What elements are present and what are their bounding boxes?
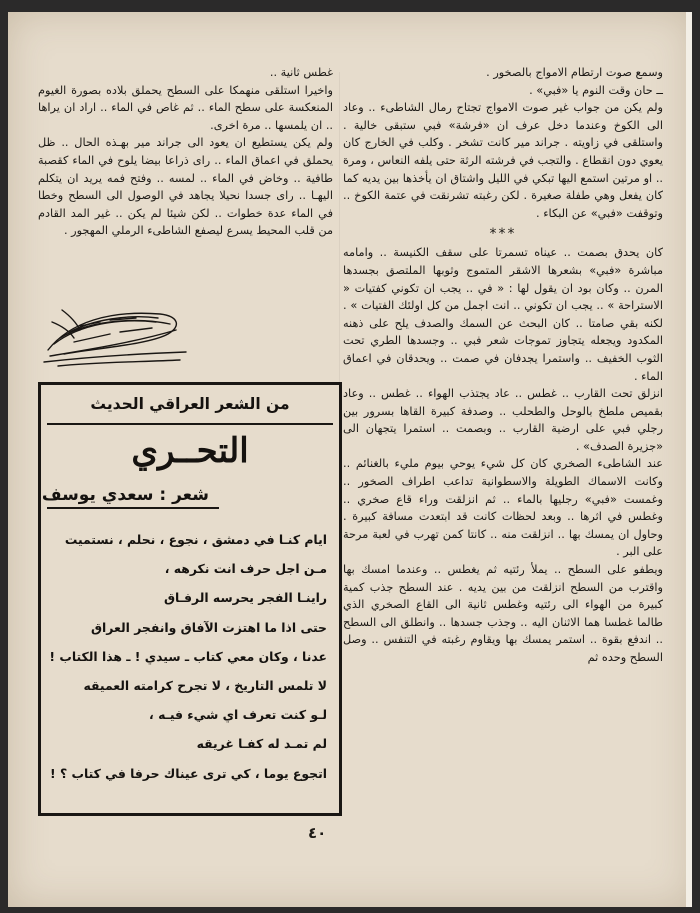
paragraph: واخيرا استلقى منهمكا على السطح يحملق بلاده بصورة الغيوم المنعكسة على سطح الماء .. ثم غاص في الماء .. اراد ان يراها .. ان يلمسها .. مرة اخرى. — [38, 83, 333, 132]
section-separator: *** — [489, 226, 517, 243]
story-left-column — [38, 64, 333, 240]
poem-box — [38, 382, 342, 816]
poem-author-rule — [47, 507, 219, 509]
paragraph: ولم يكن يستطيع ان يعود الى جراند مير بهـذه الحال .. ظل يحملق في اعماق الماء .. راى ذراعا بيضا يلوح في الماء كقصبة طافية .. وخاض في الماء .. لمسه .. وفتح فمه يريد ان يتكلم اليهـا .. راى جسدا نحيلا يجاهد في الوصول الى السطح وخطا في الماء عدة خطوات .. لكن شيئا لم يكن .. غير المد القادم من قلب المحيط يسرع ليصفع الشاطىء الرملي المهجور . — [38, 136, 333, 238]
poem-verse: لـو كنت تعرف اي شيء فيـه ، — [149, 707, 327, 723]
paragraph: انزلق تحت القارب .. غطس .. عاد يجتذب الهواء .. غطس .. وعاد بقميص ملطخ بالوحل والطحلب .. وصدفة كبيرة القاها بسرور بين رجلي فبي على ارضية القارب .. وبصمت .. استمرا يتجهان الى «جزيرة الصدف» . — [343, 387, 663, 453]
paragraph: وسمع صوت ارتطام الامواج بالصخور . — [486, 66, 663, 79]
poem-verse: حتى اذا ما اهتزت الآفاق وانفجر العراق — [90, 619, 327, 635]
paragraph: ولم يكن من جواب غير صوت الامواج تجتاح رمال الشاطىء .. وعاد الى الكوخ وعندما دخل عرف ان «فرشة» فبي ستبقى خالية . واستلقى في زاويته . جراند مير كانت تشخر . وكلب في الخارج كان يعوي دون انقطاع . والتجب في فرشته الرثة حتى يلفه النعاس ، ومرة .. او مرتين استمع اليها تبكي في الليل واشتاق ان يأخذها بين يديه كما كان يفعل وهي طفلة صغيرة . لكن رغبته تشرنقت في عتمة الكوخ .. وتوقفت «فبي» عن البكاء . — [343, 101, 663, 220]
poem-author: شعر : سعدي يوسف — [41, 485, 209, 505]
magazine-page — [8, 12, 692, 907]
poem-verse: راينـا الفجر يحرسه الرفـاق — [163, 590, 327, 606]
paragraph: غطس ثانية .. — [269, 66, 333, 79]
paragraph: ــ حان وقت النوم يا «فبي» . — [529, 83, 663, 97]
poem-series-title: من الشعر العراقي الحديث — [90, 395, 290, 413]
paragraph: ويطفو على السطح .. يملأ رئتيه ثم يغطس .. وعندما امسك بها واقترب من السطح انزلقت من بين يديه . عند السطح جذب كمية كبيرة من الهواء الى رئتيه وغطس ثانية الى القاع الصخري الذي طالما غطسا هما الاثنان اليه .. وجذب جسدها .. وانطلق الى السطح .. اندفع بقوة .. استمر يمسك بها ويقاوم رغبته في التنفس .. وصل السطح وحده ثم — [343, 563, 663, 664]
ink-sketch-illustration — [40, 292, 190, 372]
poem-rule — [47, 423, 333, 425]
poem-verse: لا تلمس التاريخ ، لا تجرح كرامته العميقه — [83, 678, 327, 694]
poem-title: التحــري — [131, 431, 249, 471]
page-number: ٤٠ — [308, 824, 327, 842]
poem-verse: ايام كنـا في دمشق ، نجوع ، نحلم ، نستميت — [64, 532, 327, 547]
poem-verse: مـن اجل حرف انت نكرهه ، — [164, 561, 327, 577]
paragraph: كان يحدق بصمت .. عيناه تسمرتا على سقف الكنيسة .. وامامه مباشرة «فبي» بشعرها الاشقر المتموج وثوبها الملتصق بجسدها المرن .. وكان بود ان يقول لها : « في .. يجب ان تكوني كفتيات « الاستراحة » .. يجب ان تكوني .. انت اجمل من كل اولئك الفتيات » . لكنه بقي صامتا .. كان البحث عن السمك والصدف يلح على ذهنه المكدود ويجعله يتجاوز تموجات شعر فبي .. وجسدها الطري تحت الثوب الخفيف .. واستمرا يجدفان في صمت .. ويحدقان في اعماق الماء . — [343, 246, 663, 383]
story-right-column — [343, 64, 663, 667]
poem-verse: لم تمـد له كفـا غريقه — [196, 736, 327, 752]
poem-verse: عدنا ، وكان معي كتاب ـ سيدي ! ـ هذا الكتاب ! — [49, 648, 327, 664]
poem-verses — [49, 525, 327, 788]
poem-verse: اتجوع يوما ، كي ترى عيناك حرفا في كتاب ؟ ! — [50, 765, 327, 781]
paragraph: عند الشاطىء الصخري كان كل شيء يوحي بيوم مليء بالغنائم .. وكانت الاسماك الطويلة والاسطوانية تداعب اطراف الصخور .. وغمست «فبي» رجليها بالماء .. ثم انزلقت وراء قاع صخري .. وغطس في اثرها .. وبعد لحظات كانت قد ابتعدت مسافة كبيرة . وحاول ان يمسك بها .. انزلقت منه .. كانتا كمن تهرب في لعبة مرحة على البر . — [343, 457, 663, 559]
